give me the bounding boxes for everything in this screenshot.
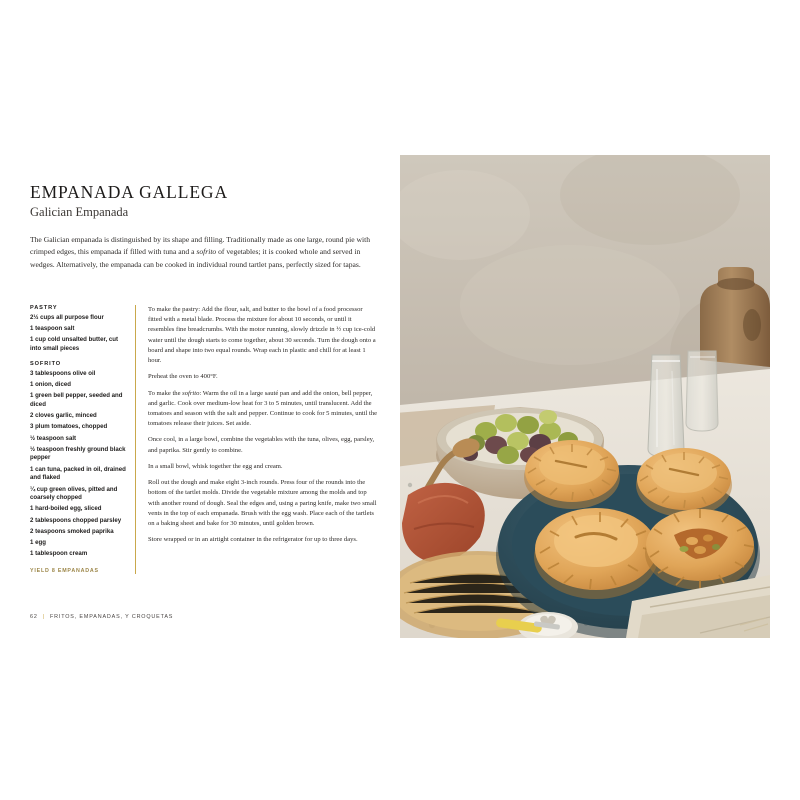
ingredient-group-sofrito bbox=[30, 361, 127, 559]
page-title: EMPANADA GALLEGA bbox=[30, 182, 228, 202]
folio: 62 | FRITOS, EMPANADAS, Y CROQUETAS bbox=[30, 614, 174, 620]
yield-label: YIELD 8 EMPANADAS bbox=[30, 568, 99, 574]
instruction-step: To make the sofrito: Warm the oil in a large sauté pan and add the onion, bell pepper, and garlic. Cook over medium-low heat for 3 to 5 minutes, until translucent. Add the tomatoes and season with the salt and pepper. Continue to cook for 5 minutes, until the tomatoes release their juices. Set aside. bbox=[148, 389, 378, 428]
ingredient-item: ½ teaspoon freshly ground black pepper bbox=[30, 445, 126, 462]
instruction-step: To make the pastry: Add the flour, salt, and butter to the bowl of a food processor fitted with a metal blade. Process the mixture for about 10 seconds, or until it resembles fine breadcrumbs. With the motor running, slowly drizzle in ½ cup ice-cold water until the dough starts to come together, about 30 seconds. Turn the dough onto a board and shape into two equal rounds. Wrap each in plastic and chill for at least 1 hour. bbox=[148, 306, 376, 365]
instruction-step: Store wrapped or in an airtight container in the refrigerator for up to three days. bbox=[148, 536, 358, 544]
recipe-headnote: The Galician empanada is distinguished by its shape and filling. Traditionally made as one large, round pie with crimped edges, this empanada if filled with tuna and a sofrito of vegetables; it is cooked whole and served in wedges. Alternatively, the empanada can be cooked in individual round tartlet pans, perfectly sized for tapas. bbox=[30, 235, 371, 269]
folio-section-name: FRITOS, EMPANADAS, Y CROQUETAS bbox=[49, 614, 174, 620]
title-block bbox=[30, 183, 370, 220]
instruction-step: Once cool, in a large bowl, combine the vegetables with the tuna, olives, egg, parsley, and paprika. Stir gently to combine. bbox=[148, 436, 375, 454]
ingredient-item: 2½ cups all purpose flour bbox=[30, 314, 104, 321]
ingredient-item: 1 egg bbox=[30, 539, 46, 547]
ingredient-group-pastry bbox=[30, 305, 127, 354]
ingredient-item: ¼ cup green olives, pitted and coarsely chopped bbox=[30, 485, 118, 502]
ingredient-item: 1 cup cold unsalted butter, cut into small pieces bbox=[30, 336, 119, 353]
instructions-column bbox=[148, 305, 378, 551]
instruction-step: Roll out the dough and make eight 3-inch rounds. Press four of the rounds into the bottom of the tartlet molds. Divide the vegetable mixture among the molds and top with another round of dough. Seal the edges and, using a paring knife, make two small vents in the top of each empanada. Brush with the egg wash. Place each of the tartlets on a baking sheet and bake for 30 minutes, until golden brown. bbox=[148, 479, 377, 527]
ingredient-item: 1 onion, diced bbox=[30, 380, 71, 388]
instruction-step: In a small bowl, whisk together the egg and cream. bbox=[148, 462, 283, 470]
ingredient-item: 1 hard-boiled egg, sliced bbox=[30, 505, 102, 513]
ingredient-group-heading: PASTRY bbox=[30, 305, 58, 311]
ingredient-item: 2 teaspoons smoked paprika bbox=[30, 527, 114, 535]
ingredients-column bbox=[30, 305, 136, 574]
instruction-step: Preheat the oven to 400°F. bbox=[148, 373, 218, 381]
ingredient-item: 2 tablespoons chopped parsley bbox=[30, 516, 122, 524]
folio-page-number: 62 bbox=[30, 614, 38, 620]
ingredient-item: 1 tablespoon cream bbox=[30, 550, 88, 558]
ingredient-item: 1 green bell pepper, seeded and diced bbox=[30, 392, 123, 408]
ingredient-item: 3 tablespoons olive oil bbox=[30, 369, 96, 377]
ingredient-item: ½ teaspoon salt bbox=[30, 434, 77, 442]
page-subtitle: Galician Empanada bbox=[30, 205, 129, 220]
ingredient-item: 1 can tuna, packed in oil, drained and flaked bbox=[30, 465, 126, 482]
ingredient-item: 2 cloves garlic, minced bbox=[30, 412, 97, 420]
ingredient-group-heading: SOFRITO bbox=[30, 360, 62, 367]
ingredient-item: 1 teaspoon salt bbox=[30, 325, 75, 333]
recipe-body bbox=[30, 305, 378, 595]
ingredient-item: 3 plum tomatoes, chopped bbox=[30, 423, 108, 431]
recipe-photograph bbox=[400, 155, 770, 638]
